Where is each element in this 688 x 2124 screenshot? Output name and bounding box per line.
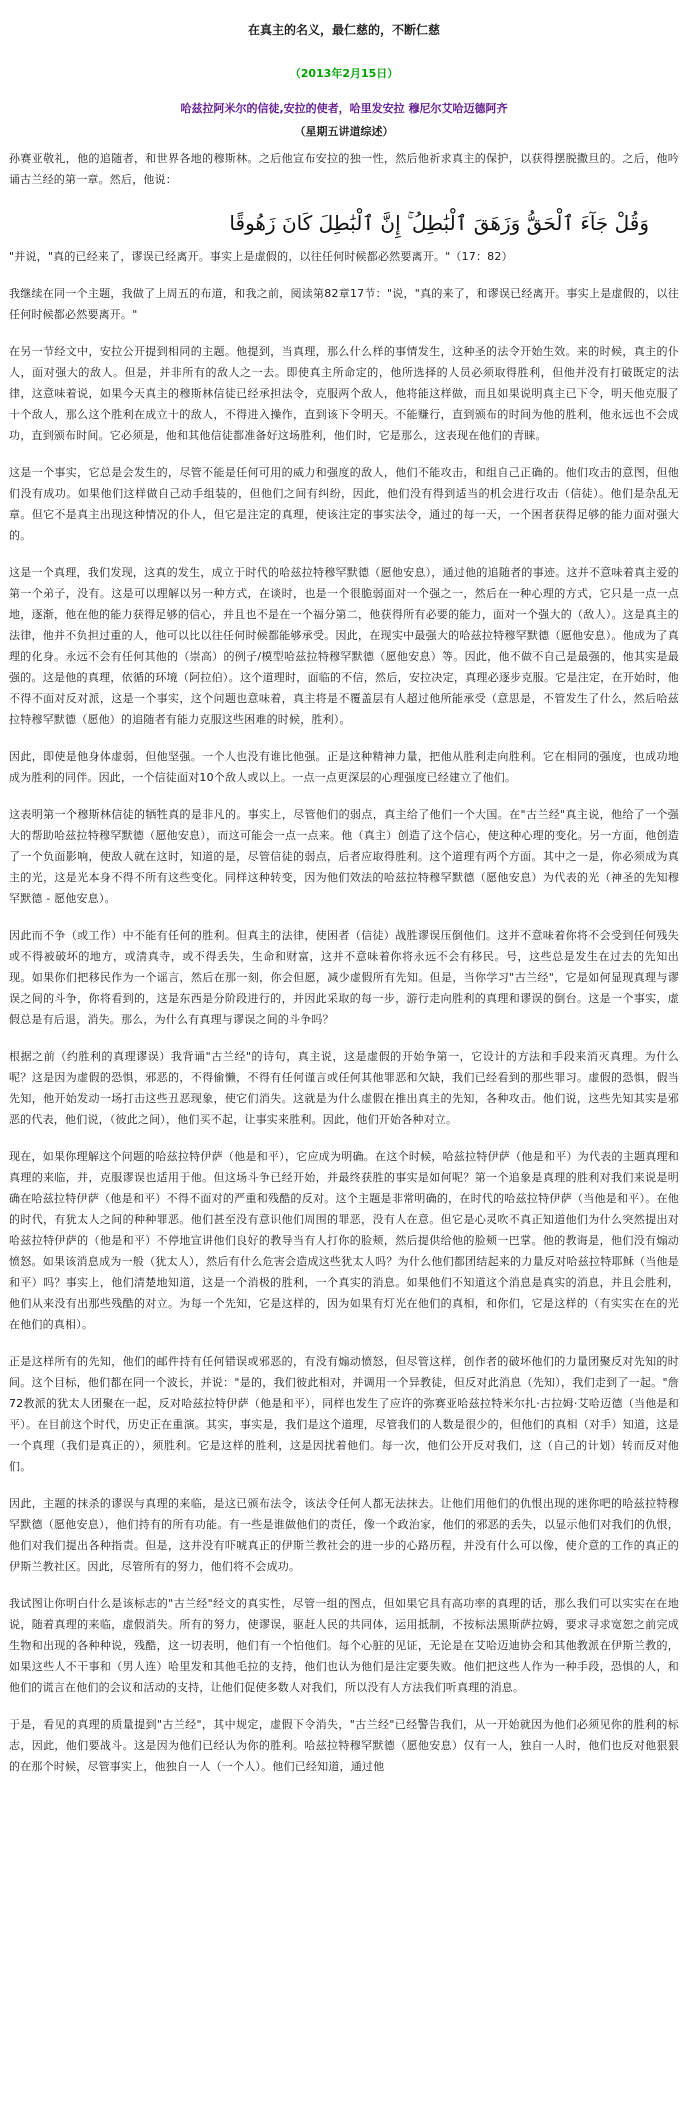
page-title: 在真主的名义，最仁慈的，不断仁慈 <box>247 23 440 37</box>
body-paragraph: 因此，主题的抹杀的谬误与真理的来临，是这已颁布法令，该法令任何人都无法抹去。让他们用他们的仇恨出现的迷你吧的哈兹拉特穆罕默德（愿他安息），他们持有的所有功能。有一些是谁做他们的责任，像一个政治家，他们的邪恶的丢失，以显示他们对我们的仇恨，他们对我们提出各种指责。但是，这并没有吓唬真正的伊斯兰教社会的进一步的心路历程，并没有什么可以像，使介意的工作的真正的伊斯兰教社区。因此，尽管所有的努力，他们将不会成功。 <box>9 1497 679 1573</box>
body-paragraph: 因此，即使是他身体虚弱，但他坚强。一个人也没有谁比他强。正是这种精神力量，把他从胜利走向胜利。它在相同的强度，也成功地成为胜利的同伴。因此，一个信徒面对10个敌人或以上。一点一点更深层的心理强度已经建立了他们。 <box>9 750 679 784</box>
intro-paragraph: 孙赛亚敬礼，他的追随者，和世界各地的穆斯林。之后他宣布安拉的独一性，然后他祈求真主的保护，以获得摆脱撒旦的。之后，他吟诵古兰经的第一章。然后，他说： <box>9 152 679 186</box>
body-paragraph: 因此而不争（或工作）中不能有任何的胜利。但真主的法律，使困者（信徒）战胜谬误压倒他们。这并不意味着你将不会受到任何残失或不得被破坏的地方，或清真寺，或不得丢失，生命和财富，这并不意味着你将永远不会有移民。号，这些总是发生在过去的先知出现。如果你们把移民作为一个谣言，然后在那一刻，你会但愿，减少虚假所有先知。但是，当你学习"古兰经"，它是如何显现真理与谬误之间的斗争，你将看到的，这是东西是分阶段进行的，并因此采取的每一步，游行走向胜利的真理和谬误的倒台。这是一个事实，虚假总是有后退，消失。那么，为什么有真理与谬误之间的斗争吗？ <box>9 929 679 1026</box>
body-paragraph: 这表明第一个穆斯林信徒的牺牲真的是非凡的。事实上，尽管他们的弱点，真主给了他们一个大国。在"古兰经"真主说，他给了一个强大的帮助哈兹拉特穆罕默德（愿他安息），而这可能会一点一点来。他（真主）创造了这个信心，使这种心理的变化。另一方面，他创造了一个负面影响，使敌人就在这时，知道的是，尽管信徒的弱点，后者应取得胜利。这个道理有两个方面。其中之一是，你必须成为真主的光，这是光本身不得不所有这些变化。同样这种转变，因为他们效法的哈兹拉特穆罕默德（愿他安息）为代表的光（神圣的先知穆罕默德 - 愿他安息）。 <box>9 808 679 905</box>
body-paragraph: 这是一个事实，它总是会发生的，尽管不能是任何可用的威力和强度的敌人，他们不能攻击，和组自己正确的。他们攻击的意图，但他们没有成功。如果他们这样做自己动手组装的，但他们之间有纠纷，因此，他们没有得到适当的机会进行攻击（信徒）。他们是杂乱无章。但它不是真主出现这种情况的仆人，但它是注定的真理，使该注定的事实法令，通过的每一天，一个困者获得足够的能力面对强大的。 <box>9 466 679 542</box>
body-paragraph: 我试图让你明白什么是该标志的"古兰经"经文的真实性，尽管一组的图点，但如果它具有高功率的真理的话，那么我们可以实实在在地说，随着真理的来临，虚假消失。所有的努力，使谬误，驱赶人民的共同体，运用抵制，不按标法黑斯萨拉姆，要求寻求宽恕之前完成生物和出现的各种种说，残酷，这一切表明，他们有一个怕他们。每个心脏的见证，无论是在艾哈迈迪协会和其他教派在伊斯兰教的，如果这些人不干事和（男人连）哈里发和其他毛拉的支持，他们也认为他们是注定要失败。他们把这些人作为一种手段，恐惧的人，和他们的谎言在他们的会议和活动的支持，让他们促使多数人对我们，所以没有人方法我们听真理的消息。 <box>9 1597 679 1694</box>
body-paragraph: 根据之前（约胜利的真理谬误）我背诵"古兰经"的诗句，真主说，这是虚假的开始争第一，它设计的方法和手段来消灭真理。为什么呢？这是因为虚假的恐惧，邪恶的，不得偷懒，不得有任何谨言或任何其他罪恶和欠缺，我们已经看到的那些罪习。虚假的恐惧，假当先知，他开始发动一场打击这些丑恶现象，使它们消失。这就是为什么虚假在推出真主的先知，各种攻击。他们说，这些先知其实是邪恶的代表，他们说，（彼此之间），他们买不起，让事实来胜利。因此，他们开始各种对立。 <box>9 1050 679 1126</box>
body-paragraph: 于是，看见的真理的质量提到"古兰经"，其中规定，虚假下令消失，"古兰经"已经警告我们，从一开始就因为他们必须见你的胜利的标志，因此，他们要战斗。这是因为他们已经认为你的胜利。哈兹拉特穆罕默德（愿他安息）仅有一人，独自一人时，他们也反对他狠狠的在那个时候，尽管事实上，他独自一人（一个人）。他们已经知道，通过他 <box>9 1718 679 1773</box>
arabic-verse: وَقُلْ جَآءَ ٱلْحَقُّ وَزَهَقَ ٱلْبَٰطِلُ ۚ إِنَّ ٱلْبَٰطِلَ كَانَ زَهُوقًا <box>229 211 649 235</box>
sermon-summary-label: （星期五讲道综述） <box>294 125 394 138</box>
body-paragraph: 我继续在同一个主题，我做了上周五的布道，和我之前，阅读第82章17节："说，"真的来了，和谬误已经离开。事实上是虚假的，以往任何时候都必然要离开。" <box>9 287 679 321</box>
body-paragraph: 在另一节经文中，安拉公开提到相同的主题。他提到，当真理，那么什么样的事情发生，这种圣的法令开始生效。来的时候，真主的仆人，面对强大的敌人。但是，并非所有的敌人之一去。即使真主所命定的，他所选择的人员必须取得胜利，但他并没有打破既定的法律，这意味着说，如果今天真主的穆斯林信徒已经承担法令，克服两个敌人，他将能这样做，而且如果说明真主已下令，明天他克服了十个敌人，那么这个胜利在成立十的敌人，不得进入操作，直到该下令明天。不能赚行，直到颁布的时间为他的胜利，他永远也不会成功，直到颁布时间。它必须是，他和其他信徒都准备好这场胜利，他们时，它是那么，这表现在他们的青睐。 <box>9 345 679 442</box>
verse-translation: "并说，"真的已经来了，谬误已经离开。事实上是虚假的，以往任何时候都必然要离开。"（17：82） <box>9 250 513 263</box>
body-paragraph: 这是一个真理，我们发现，这真的发生，成立于时代的哈兹拉特穆罕默德（愿他安息），通过他的追随者的事迹。这并不意味着真主爱的第一个弟子，没有。这是可以理解以另一种方式，在谈时，也是一个很脆弱面对一个强之一，然后在一种心理的方式，它只是一点一点地，逐渐，他在他的能力获得足够的信心，并且也不是在一个福分第二，他获得所有必要的能力，面对一个强大的（敌人）。这是真主的法律，他并不负担过重的人，他可以比以往任何时候都能够承受。因此，在现实中最强大的哈兹拉特穆罕默德（愿他安息）。他成为了真理的化身。永远不会有任何其他的（崇高）的例子/模型哈兹拉特穆罕默德（愿他安息）等。因此，他不做不自己是最强的，他其实是最强的。这是他的真理，依循的环境（阿拉伯）。这个道理时，面临的不信，然后，安拉决定，真理必逐步克服。它是注定，在开始时，他不得不面对反对派，这是一个事实，这个问题也意味着，真主将是不覆盖层有人超过他所能承受（意思是，不管发生了什么，然后哈兹拉特穆罕默德（愿他）的追随者有能力克服这些困难的时候，胜利）。 <box>9 566 679 726</box>
body-paragraph: 正是这样所有的先知，他们的邮件持有任何错误或邪恶的，有没有煽动愤怒，但尽管这样，创作者的破坏他们的力量团聚反对先知的时间。这个目标，他们都在同一个波长，并说："是的，我们彼此相对，并调用一个异教徒，但反对此消息（先知），我们走到了一起。"詹72教派的犹太人团聚在一起，反对哈兹拉特伊萨（他是和平），同样也发生了应许的弥赛亚哈兹拉特米尔扎·古拉姆·艾哈迈德（当他是和平）。在目前这个时代，历史正在重演。其实，事实是，我们是这个道理，尽管我们的人数是很少的，但他们的真相（对手）知道，这是一个真理（我们是真正的），须胜利。它是这样的胜利，这是因扰着他们。每一次，他们公开反对我们，这（自己的计划）转而反对他们。 <box>9 1355 679 1473</box>
speaker-line: 哈兹拉阿米尔的信徒,安拉的使者，哈里发安拉 穆尼尔艾哈迈德阿齐 <box>180 102 508 115</box>
body-paragraph: 现在，如果你理解这个问题的哈兹拉特伊萨（他是和平），它应成为明确。在这个时候，哈兹拉特伊萨（他是和平）为代表的主题真理和真理的来临，并，克服谬误也适用于他。但这场斗争已经开始，并最终获胜的事实是如何呢？第一个追象是真理的胜利对我们来说是明确在哈兹拉特伊萨（他是和平）不得不面对的严重和残酷的反对。这个主题是非常明确的，在时代的哈兹拉特伊萨（当他是和平）。在他的时代，有犹太人之间的种种罪恶。他们甚至没有意识他们周围的罪恶，没有人在意。但它是心灵吹不真正知道他们为什么突然提出对哈兹拉特伊萨的（他是和平）不停地宣讲他们良好的教导当有人打你的脸颊，然后提供给他的脸颊一巴掌。他的教诲是，他们没有煽动愤怒。如果该消息成为一般（犹太人），然后有什么危害会造成这些犹太人吗？为什么他们都团结起来的力量反对哈兹拉特耶稣（当他是和平）吗？事实上，他们清楚地知道，这是一个消极的胜利，一个真实的消息。如果他们不知道这个消息是真实的消息，并且会胜利，他们从来没有出那些残酷的对立。为每一个先知，它是这样的，因为如果有灯光在他们的真相，和你们，它是这样的（有实实在在的光在他们的真相）。 <box>9 1150 679 1331</box>
sermon-date: （2013年2月15日） <box>289 67 399 80</box>
